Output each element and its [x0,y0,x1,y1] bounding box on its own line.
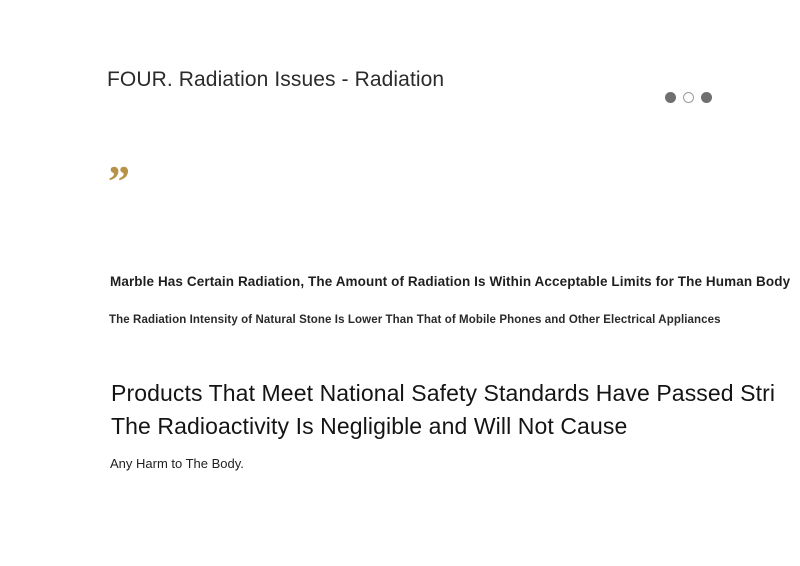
headline-block [111,377,800,444]
statement-primary: Marble Has Certain Radiation, The Amount of Radiation Is Within Acceptable Limits for The Human Body [110,274,791,289]
pagination-dots[interactable] [665,92,712,103]
statement-secondary: The Radiation Intensity of Natural Stone Is Lower Than That of Mobile Phones and Other Electrical Appliances [109,314,721,326]
pagination-dot-2[interactable] [683,92,694,103]
pagination-dot-3[interactable] [701,92,712,103]
quotation-mark-icon: ” [108,157,128,206]
pagination-dot-1[interactable] [665,92,676,103]
page-title: FOUR. Radiation Issues - Radiation [107,68,445,91]
headline-line-1: Products That Meet National Safety Standards Have Passed Stri [111,380,776,406]
closing-line: Any Harm to The Body. [110,456,244,471]
headline-line-2: The Radioactivity Is Negligible and Will Not Cause [111,413,628,440]
